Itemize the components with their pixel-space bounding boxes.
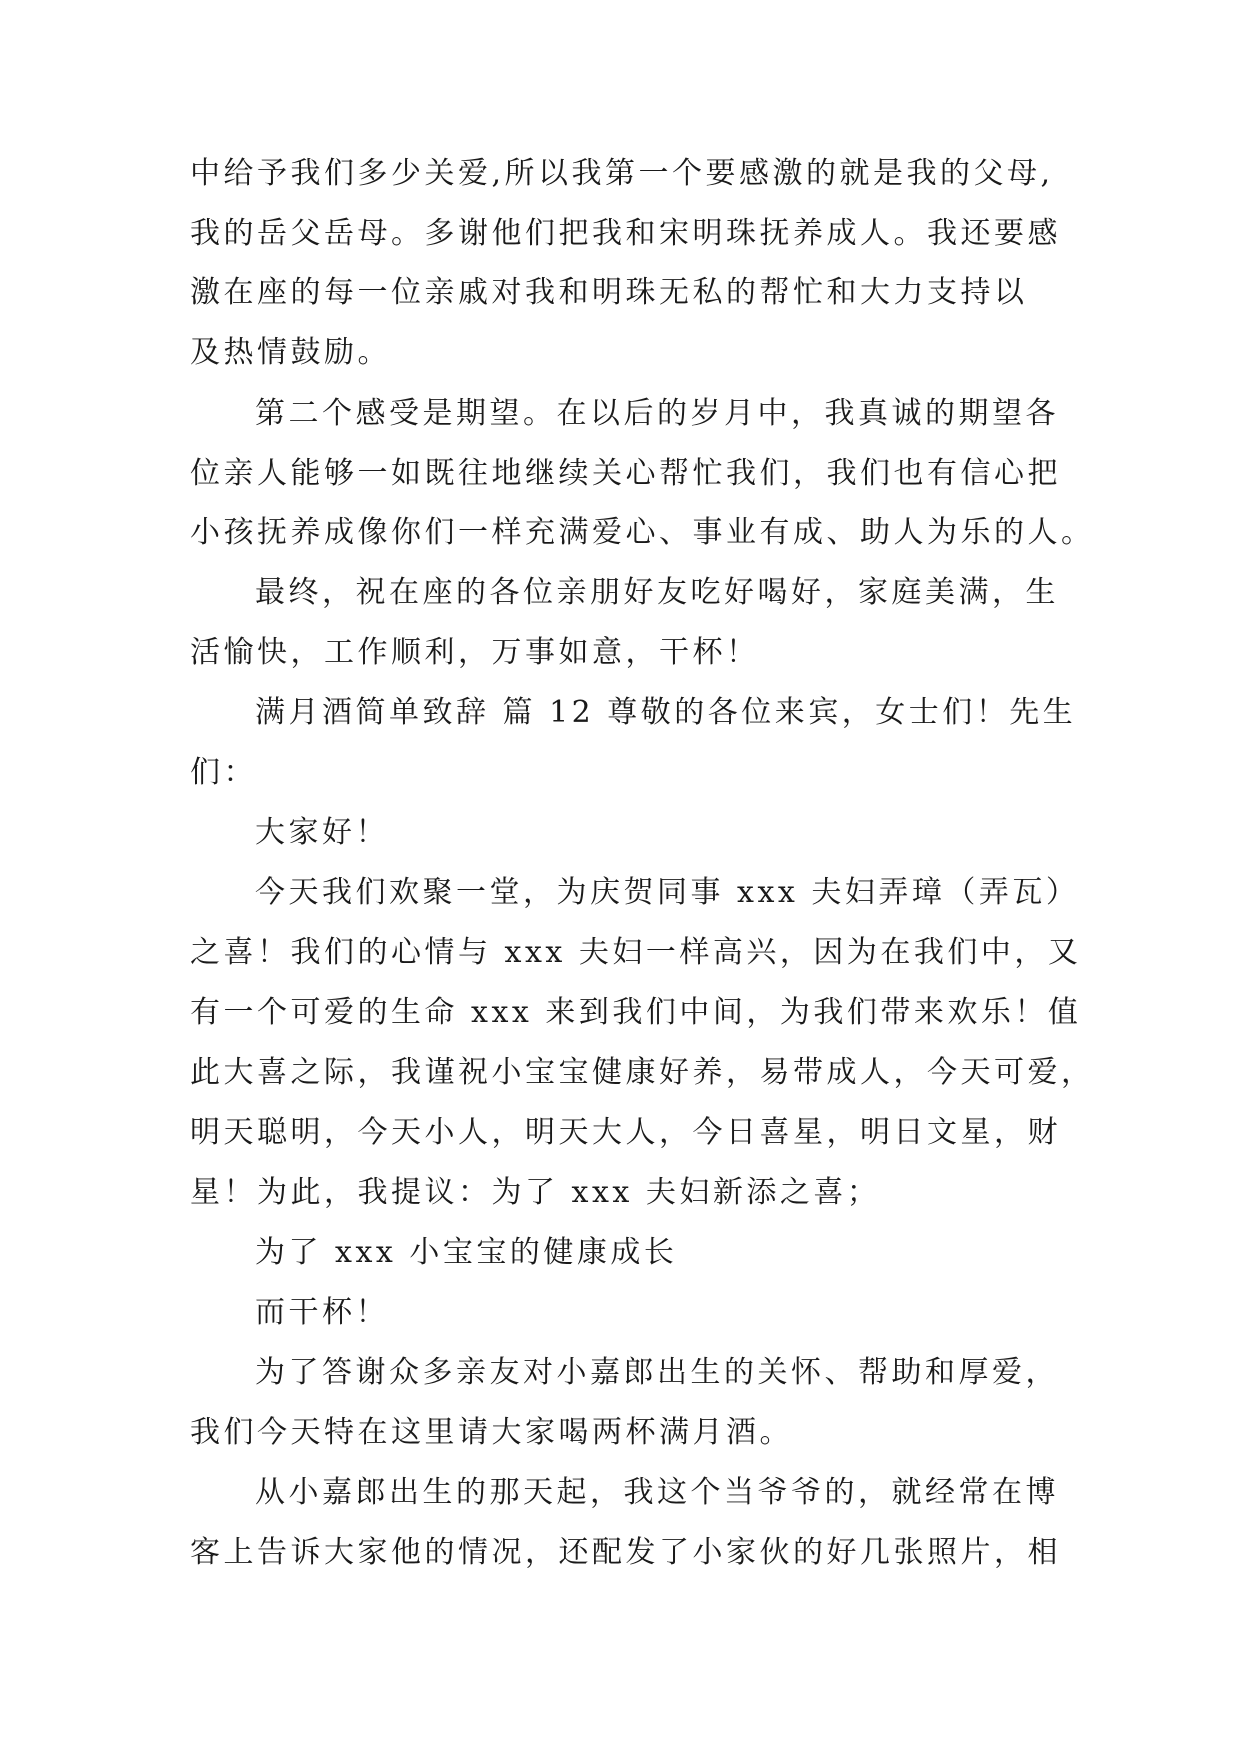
text-line: 之喜！我们的心情与 xxx 夫妇一样高兴，因为在我们中，又 (190, 935, 1082, 970)
text-line: 小孩抚养成像你们一样充满爱心、事业有成、助人为乐的人。 (190, 515, 1095, 550)
text-line: 们： (190, 755, 257, 790)
text-line: 满月酒简单致辞 篇 12 尊敬的各位来宾，女士们！先生 (255, 695, 1077, 730)
text-line: 第二个感受是期望。在以后的岁月中，我真诚的期望各 (255, 396, 1059, 431)
text-line: 激在座的每一位亲戚对我和明珠无私的帮忙和大力支持以 (190, 275, 1028, 310)
text-line: 为了答谢众多亲友对小嘉郎出生的关怀、帮助和厚爱， (255, 1355, 1059, 1390)
text-line: 有一个可爱的生命 xxx 来到我们中间，为我们带来欢乐！值 (190, 995, 1082, 1030)
text-line: 此大喜之际，我谨祝小宝宝健康好养，易带成人，今天可爱， (190, 1055, 1095, 1090)
text-line: 今天我们欢聚一堂，为庆贺同事 xxx 夫妇弄璋（弄瓦） (255, 875, 1080, 910)
text-line: 中给予我们多少关爱,所以我第一个要感激的就是我的父母, (190, 156, 1054, 191)
text-line: 明天聪明，今天小人，明天大人，今日喜星，明日文星，财 (190, 1115, 1061, 1150)
text-line: 为了 xxx 小宝宝的健康成长 (255, 1235, 678, 1270)
text-line: 位亲人能够一如既往地继续关心帮忙我们，我们也有信心把 (190, 456, 1061, 491)
text-line: 我的岳父岳母。多谢他们把我和宋明珠抚养成人。我还要感 (190, 216, 1061, 251)
text-line: 最终，祝在座的各位亲朋好友吃好喝好，家庭美满，生 (255, 575, 1059, 610)
text-line: 客上告诉大家他的情况，还配发了小家伙的好几张照片，相 (190, 1535, 1061, 1570)
text-line: 大家好！ (255, 815, 389, 850)
text-line: 星！为此，我提议：为了 xxx 夫妇新添之喜； (190, 1175, 881, 1210)
text-line: 活愉快，工作顺利，万事如意，干杯！ (190, 635, 760, 670)
text-line: 而干杯！ (255, 1295, 389, 1330)
text-line: 我们今天特在这里请大家喝两杯满月酒。 (190, 1415, 793, 1450)
text-line: 及热情鼓励。 (190, 335, 391, 370)
text-line: 从小嘉郎出生的那天起，我这个当爷爷的，就经常在博 (255, 1475, 1059, 1510)
